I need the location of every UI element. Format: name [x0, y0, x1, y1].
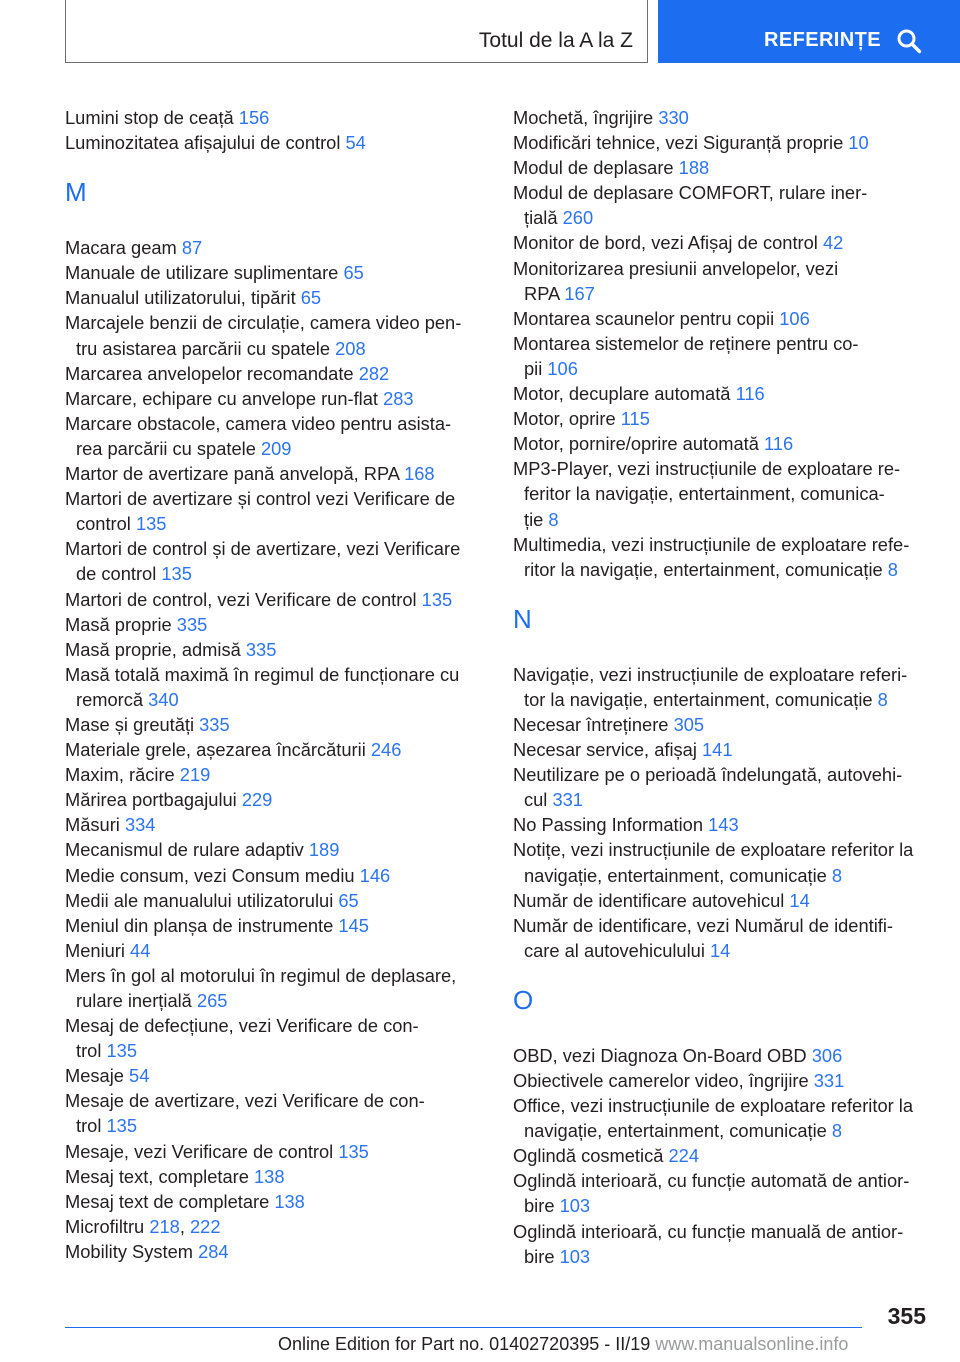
index-entry	[65, 1189, 480, 1214]
page-reference-link[interactable]: 143	[708, 814, 739, 836]
page-reference-link[interactable]: 42	[822, 232, 844, 254]
index-entry	[65, 285, 480, 310]
index-entry-text: Manualul utilizatorului, tipărit	[65, 287, 296, 309]
index-entry	[65, 1013, 480, 1063]
index-entry: Microfiltru 218, 222	[65, 1215, 221, 1237]
index-entry-text: navigație, entertainment, comunicație	[524, 864, 827, 886]
index-entry-text: tru asistarea parcării cu spatele	[76, 337, 331, 359]
index-entry	[513, 456, 931, 531]
page-reference-link[interactable]: 54	[345, 132, 366, 154]
index-entry	[65, 310, 480, 360]
index-entry-text: Marcajele benzii de circulație, camera video pen‐	[65, 312, 462, 334]
footer-edition	[278, 1334, 848, 1355]
page-reference-link[interactable]: 8	[548, 508, 559, 530]
index-entry	[513, 1143, 931, 1168]
index-entry-text: rea parcării cu spatele	[76, 437, 256, 459]
index-entry-text: Luminozitatea afișajului de control	[65, 132, 341, 154]
index-entry-text: Număr de identificare, vezi Numărul de identifi‐	[513, 914, 894, 936]
index-entry-text: Office, vezi instrucțiunile de exploatare referitor la	[513, 1095, 914, 1117]
page-reference-link[interactable]: 8	[887, 558, 898, 580]
index-entry	[65, 712, 480, 737]
page-reference-link[interactable]: 246	[370, 739, 402, 761]
index-entry	[65, 662, 480, 712]
index-entry-text: No Passing Information	[513, 814, 704, 836]
index-entry	[65, 461, 480, 486]
index-entry	[65, 863, 480, 888]
index-entry	[65, 1164, 480, 1189]
page-reference-link[interactable]: 218	[149, 1215, 180, 1237]
index-entry-text: Mecanismul de rulare adaptiv	[65, 839, 304, 861]
page-reference-link[interactable]: 103	[559, 1195, 591, 1217]
page-reference-link[interactable]: 138	[254, 1165, 285, 1187]
index-column-left	[65, 105, 480, 1264]
page-reference-link[interactable]: 334	[124, 814, 156, 836]
index-entry-text: trol	[76, 1040, 102, 1062]
index-entry-text: Martori de control, vezi Verificare de control	[65, 588, 417, 610]
index-entry	[513, 812, 931, 837]
index-entry-text: Manuale de utilizare suplimentare	[65, 262, 339, 284]
index-entry	[65, 787, 480, 812]
page-reference-link[interactable]: 10	[848, 132, 869, 154]
index-entry-text: Mesaje de avertizare, vezi Verificare de con‐	[65, 1090, 425, 1112]
page-reference-link[interactable]: 222	[190, 1215, 221, 1237]
page-reference-link[interactable]: 8	[831, 864, 843, 886]
index-entry	[65, 536, 480, 586]
footer-divider	[65, 1327, 862, 1328]
index-entry-text: ție	[524, 508, 544, 530]
index-entry	[65, 235, 480, 260]
page-reference-link[interactable]: 331	[813, 1070, 845, 1091]
index-entry	[65, 938, 480, 963]
page-reference-link[interactable]: 135	[161, 563, 192, 585]
index-entry	[513, 306, 931, 331]
page-reference-link[interactable]: 168	[404, 463, 435, 485]
index-entry	[65, 486, 480, 536]
page-reference-link[interactable]: 8	[877, 688, 888, 710]
page-reference-link[interactable]: 14	[789, 889, 810, 911]
index-letter-heading: M	[65, 177, 87, 208]
index-entry-text: Medii ale manualului utilizatorului	[65, 889, 334, 911]
index-entry	[513, 130, 931, 155]
page-reference-link[interactable]: 335	[245, 638, 277, 660]
index-entry-text: Obiectivele camerelor video, îngrijire	[513, 1070, 809, 1091]
page-reference-link[interactable]: 335	[176, 613, 208, 635]
index-entry-text: țială	[524, 207, 558, 229]
index-entry-text: MP3-Player, vezi instrucțiunile de exploatare re‐	[513, 458, 901, 480]
page-reference-link[interactable]: 340	[148, 688, 179, 710]
index-entry-text: Mărirea portbagajului	[65, 789, 237, 811]
index-entry	[513, 737, 931, 762]
index-entry	[65, 1139, 480, 1164]
page-reference-link[interactable]: 224	[668, 1145, 699, 1167]
page-reference-link[interactable]: 65	[300, 287, 322, 309]
index-entry	[513, 1168, 931, 1218]
index-entry	[65, 612, 480, 637]
index-entry	[65, 361, 480, 386]
index-entry-text: Necesar întreținere	[513, 713, 669, 735]
index-entry	[65, 1239, 480, 1264]
section-tab[interactable]	[65, 0, 648, 63]
page-reference-link[interactable]: 167	[564, 282, 595, 304]
index-entry-text: navigație, entertainment, comunicație	[524, 1120, 827, 1142]
index-entry	[513, 180, 931, 230]
page-reference-link[interactable]: 305	[673, 713, 705, 735]
index-entry	[513, 105, 931, 130]
index-entry	[65, 105, 480, 130]
page-reference-link[interactable]: 65	[343, 262, 364, 284]
page-reference-link[interactable]: 135	[106, 1040, 138, 1062]
index-entry-text: Montarea scaunelor pentru copii	[513, 307, 775, 329]
page-reference-link[interactable]: 115	[620, 408, 650, 430]
page-reference-link[interactable]: 106	[779, 307, 810, 329]
index-entry	[513, 762, 931, 812]
page-reference-link[interactable]: 306	[811, 1044, 843, 1066]
index-entry-text: de control	[76, 563, 157, 585]
index-entry-text: Montarea sistemelor de reținere pentru co‐	[513, 332, 859, 354]
page-reference-link[interactable]: 331	[552, 789, 583, 811]
index-entry-text: Modificări tehnice, vezi Siguranță proprie	[513, 132, 844, 154]
index-entry	[65, 130, 480, 155]
index-entry-text: cul	[524, 789, 548, 811]
index-entry-text: Multimedia, vezi instrucțiunile de exploatare refe‐	[513, 533, 910, 555]
index-entry	[65, 386, 480, 411]
page-reference-link[interactable]: 138	[274, 1190, 305, 1212]
index-entry-text: pii	[524, 357, 543, 379]
page-reference-link[interactable]: 116	[735, 383, 765, 405]
index-entry-text: Navigație, vezi instrucțiunile de exploatare referi‐	[513, 663, 908, 685]
references-tab-label: REFERINȚE	[764, 29, 881, 51]
page-reference-link[interactable]: 282	[358, 362, 390, 384]
page-reference-link[interactable]: 260	[562, 207, 594, 229]
page-reference-link[interactable]: 146	[359, 864, 391, 886]
index-entry-text: Motor, decuplare automată	[513, 383, 731, 405]
index-entry-text: Masă proprie, admisă	[65, 638, 241, 660]
index-entry-text: Modul de deplasare	[513, 157, 674, 179]
index-entry	[65, 913, 480, 938]
index-letter-heading: O	[513, 984, 534, 1015]
index-entry-text: Marcare obstacole, camera video pentru asista‐	[65, 412, 452, 434]
index-entry-text: Martor de avertizare pană anvelopă, RPA	[65, 463, 399, 485]
index-entry	[65, 1088, 480, 1138]
index-entry	[513, 381, 931, 406]
index-entry-text: Mesaj text de completare	[65, 1190, 270, 1212]
index-entry-text: care al autovehiculului	[524, 939, 705, 961]
index-entry	[513, 662, 931, 712]
index-entry-text: Maxim, răcire	[65, 764, 175, 786]
index-entry-text: trol	[76, 1115, 102, 1137]
index-letter-heading: N	[513, 603, 532, 634]
index-entry	[65, 837, 480, 862]
index-entry	[513, 1068, 931, 1093]
page-reference-link[interactable]: 145	[338, 914, 369, 936]
index-entry	[513, 913, 931, 963]
index-entry	[65, 737, 480, 762]
index-entry	[513, 837, 931, 887]
page-reference-link[interactable]: 189	[308, 839, 340, 861]
index-entry-text: Meniul din planșa de instrumente	[65, 914, 334, 936]
page-reference-link[interactable]: 14	[710, 939, 731, 961]
index-entry-text: Mochetă, îngrijire	[513, 107, 654, 128]
index-entry	[513, 230, 931, 255]
index-entry-text: Mesaje	[65, 1065, 124, 1087]
page-reference-link[interactable]: 283	[383, 387, 414, 409]
index-entry	[513, 712, 931, 737]
index-entry-text: Notițe, vezi instrucțiunile de exploatare referitor la	[513, 839, 914, 861]
footer-edition-text: Online Edition for Part no. 01402720395 - II/19	[278, 1334, 651, 1354]
index-entry-text: Monitor de bord, vezi Afișaj de control	[513, 232, 818, 254]
section-tab-title: Totul de la A la Z	[478, 29, 633, 52]
index-entry	[65, 762, 480, 787]
page-reference-link[interactable]: 209	[260, 437, 292, 459]
index-entry	[65, 637, 480, 662]
index-entry-text: Neutilizare pe o perioadă îndelungată, autovehi‐	[513, 764, 903, 786]
page-reference-link[interactable]: 141	[702, 739, 733, 761]
index-entry-text: Modul de deplasare COMFORT, rulare iner‐	[513, 182, 868, 204]
index-entry	[513, 1043, 931, 1068]
index-entry-text: Materiale grele, așezarea încărcăturii	[65, 739, 366, 761]
index-entry-text: Mesaj text, completare	[65, 1165, 249, 1187]
index-entry-text: Necesar service, afișaj	[513, 739, 697, 761]
index-entry-text: Macara geam	[65, 237, 177, 259]
index-entry-text: bire	[524, 1195, 555, 1217]
index-entry-text: Mase și greutăți	[65, 713, 195, 735]
index-entry-text: Masă proprie	[65, 613, 172, 635]
page-reference-link[interactable]: 116	[764, 433, 794, 455]
index-entry-text: Mers în gol al motorului în regimul de deplasare,	[65, 964, 457, 986]
page-reference-link[interactable]: 208	[335, 337, 366, 359]
page-reference-link[interactable]: 135	[135, 513, 167, 535]
page-reference-link[interactable]: 65	[338, 889, 359, 911]
index-entry-text: Mesaj de defecțiune, vezi Verificare de con‐	[65, 1015, 419, 1037]
index-entry-text: Motor, pornire/oprire automată	[513, 433, 759, 455]
index-entry	[513, 888, 931, 913]
page-reference-link[interactable]: 188	[678, 157, 710, 179]
index-entry-text: Medie consum, vezi Consum mediu	[65, 864, 355, 886]
search-icon[interactable]	[896, 28, 922, 54]
index-entry	[65, 587, 480, 612]
index-entry-text: Masă totală maximă în regimul de funcționare cu	[65, 663, 460, 685]
index-entry-text: Martori de avertizare și control vezi Verificare de	[65, 488, 456, 510]
page-reference-link[interactable]: 106	[547, 357, 578, 379]
index-entry-text: Marcarea anvelopelor recomandate	[65, 362, 354, 384]
index-entry-text: Mesaje, vezi Verificare de control	[65, 1140, 334, 1162]
index-entry-text: Martori de control și de avertizare, vezi Verificare	[65, 538, 461, 560]
index-entry	[513, 331, 931, 381]
index-entry	[513, 1093, 931, 1143]
index-entry-text: rulare inerțială	[76, 990, 192, 1011]
index-entry-text: Monitorizarea presiunii anvelopelor, vezi	[513, 257, 839, 279]
page-reference-link[interactable]: 284	[198, 1240, 229, 1262]
index-entry-text: Mobility System	[65, 1240, 193, 1262]
page-reference-link[interactable]: 54	[129, 1065, 150, 1087]
index-entry-text: Motor, oprire	[513, 408, 616, 430]
index-entry	[65, 411, 480, 461]
page-reference-link[interactable]: 335	[199, 713, 230, 735]
page-reference-link[interactable]: 44	[130, 939, 151, 961]
index-entry-text: Meniuri	[65, 939, 125, 961]
index-entry-text: bire	[524, 1245, 555, 1267]
page-reference-link[interactable]: 135	[421, 588, 453, 610]
index-entry-text: Microfiltru	[65, 1215, 145, 1237]
references-tab[interactable]	[658, 0, 960, 63]
page-reference-link[interactable]: 87	[181, 237, 203, 259]
page-reference-link[interactable]: 265	[196, 990, 228, 1011]
index-entry	[513, 155, 931, 180]
index-entry	[65, 1063, 480, 1088]
index-entry	[65, 888, 480, 913]
index-entry-text: Număr de identificare autovehicul	[513, 889, 785, 911]
index-entry-text: Măsuri	[65, 814, 120, 836]
index-entry	[513, 1219, 931, 1269]
index-entry-text: RPA	[524, 282, 560, 304]
index-entry-text: OBD, vezi Diagnoza On-Board OBD	[513, 1044, 807, 1066]
watermark: www.manualsonline.info	[655, 1334, 849, 1354]
page-reference-link[interactable]: 135	[106, 1115, 138, 1137]
index-entry-text: Lumini stop de ceață	[65, 107, 234, 128]
index-entry	[65, 963, 480, 1013]
page-reference-link[interactable]: 156	[238, 107, 270, 128]
index-entry	[513, 532, 931, 582]
index-entry-text: Oglindă cosmetică	[513, 1145, 664, 1167]
index-entry-text: Oglindă interioară, cu funcție automată de antior‐	[513, 1170, 910, 1192]
index-column-right	[513, 105, 931, 1269]
page-reference-link[interactable]: 8	[831, 1120, 843, 1142]
index-entry-text: remorcă	[76, 688, 144, 710]
index-entry	[513, 406, 931, 431]
page-number: 355	[887, 1303, 926, 1329]
page-reference-link[interactable]: 219	[179, 764, 211, 786]
page-reference-link[interactable]: 229	[241, 789, 273, 811]
page-reference-link[interactable]: 330	[658, 107, 689, 128]
index-entry-text: Marcare, echipare cu anvelope run-flat	[65, 387, 378, 409]
index-entry	[513, 256, 931, 306]
index-entry-text: tor la navigație, entertainment, comunicație	[524, 688, 873, 710]
page-reference-link[interactable]: 135	[338, 1140, 369, 1162]
index-entry-text: feritor la navigație, entertainment, comunica‐	[524, 483, 885, 505]
index-entry	[65, 812, 480, 837]
index-entry-text: control	[76, 513, 131, 535]
index-entry	[513, 431, 931, 456]
index-entry	[65, 260, 480, 285]
index-entry-text: Oglindă interioară, cu funcție manuală de antior‐	[513, 1220, 904, 1242]
index-entry-text: ritor la navigație, entertainment, comunicație	[524, 558, 883, 580]
page-reference-link[interactable]: 103	[559, 1245, 591, 1267]
